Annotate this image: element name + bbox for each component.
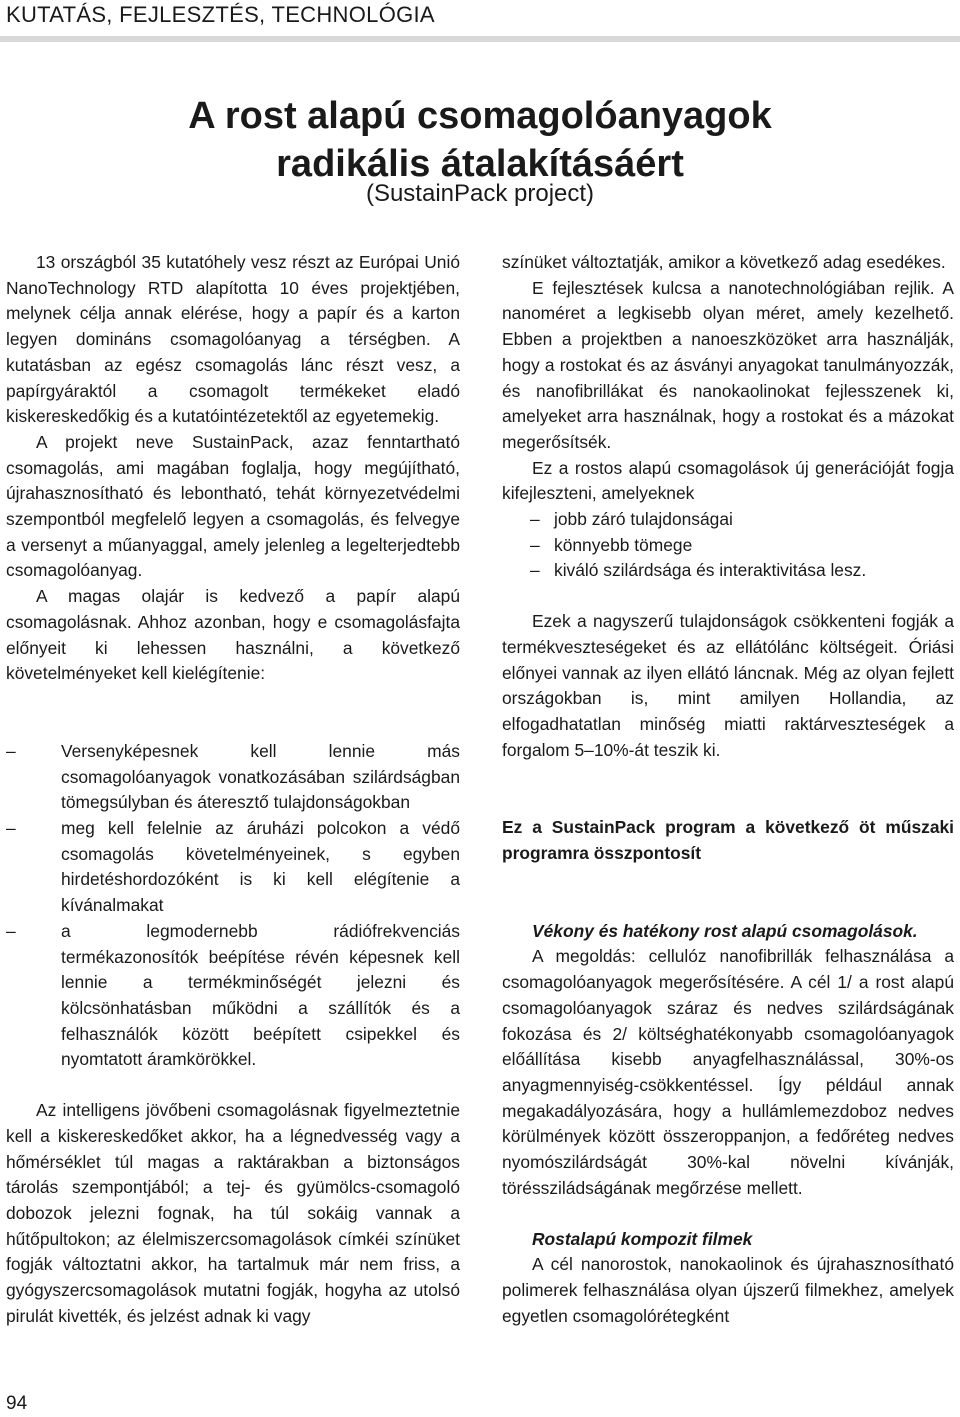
property-list-item: – jobb záró tulajdonságai [502, 507, 954, 533]
header-rule [0, 36, 960, 42]
left-column [6, 250, 460, 1329]
intro-paragraph: 13 országból 35 kutatóhely vesz részt az Európai Unió NanoTechnology RTD alapította 10 éves projektjében, melynek célja annak elérése, hogy a papír és a karton legyen domináns csomagolóanyag a térségben. A kutatásban az egész csomagolás lánc részt vesz, a papírgyáraktól a csomagolt termékeket eladó kiskereskedőkig és a kutatóintézetektől az egyetemekig. [6, 252, 460, 427]
paragraph-new-generation: Ez a rostos alapú csomagolások új generációját fogja kifejleszteni, amelyeknek [502, 457, 954, 504]
article-title-line1: A rost alapú csomagolóanyagok [188, 95, 772, 137]
paragraph-continuation: színüket változtatják, amikor a következő adag esedékes. [502, 252, 946, 272]
paragraph-intelligent-packaging: Az intelligens jövőbeni csomagolásnak figyelmeztetnie kell a kiskereskedőket akkor, ha a légnedvesség vagy a hőmérséklet túl magas a raktárakban a biztonságos tárolás szempontjából; a tej- és gyümölcs-csomagoló dobozok jelezni fognak, ha túl sokáig vannak a hűtőpultokon; az élelmiszercsomagolások címkéi színüket fogják változtatni akkor, ha tartalmuk már nem friss, a gyógyszercsomagolások mutatni fogják, hogyha az utolsó pirulát kivették, és jelzést adnak ki vagy [6, 1100, 460, 1326]
subheading-thin-packaging: Vékony és hatékony rost alapú csomagolások. [532, 920, 918, 941]
page-number: 94 [6, 1393, 28, 1414]
program-heading: Ez a SustainPack program a következő öt műszaki programra összpontosít [502, 817, 954, 864]
paragraph-nanotech: E fejlesztések kulcsa a nanotechnológiában rejlik. A nanoméret a legkisebb olyan méret, amely kezelhető. Ebben a projektben a nanoeszközöket arra használják, hogy a rostokat és az ásványi anyagokat tanulmányozzák, és nanofibrillákat és nanokaolinokat fejlesszenek ki, amelyeket arra használnak, hogy a rostokat és a mázokat megerősítsék. [502, 277, 954, 452]
paragraph-oil-price: A magas olajár is kedvező a papír alapú csomagolásnak. Ahhoz azonban, hogy e csomagolásfajta előnyeit ki lehessen használni, a következő követelményeket kell kielégítenie: [6, 586, 460, 684]
section-header: KUTATÁS, FEJLESZTÉS, TECHNOLÓGIA [6, 2, 435, 27]
requirement-list-item: – a legmodernebb rádiófrekvenciás termékazonosítók beépítése révén képesnek kell lennie a termékminőségét jelezni és kölcsönhatásban működni a szállítók és a felhasználók között beépített csipekkel és nyomtatott áramkörökkel. [6, 919, 460, 1073]
paragraph-sustainpack: A projekt neve SustainPack, azaz fenntartható csomagolás, ami magában foglalja, hogy megújítható, újrahasznosítható és lebontható, tehát környezetvédelmi szempontból megfelelő legyen a csomagolás, és felvegye a versenyt a műanyaggal, amely jelenleg a legelterjedtebb csomagolóanyag. [6, 431, 460, 581]
property-list-item: – könnyebb tömege [502, 533, 954, 559]
subheading-composite-films: Rostalapú kompozit filmek [532, 1228, 753, 1249]
paragraph-composite-films: A cél nanorostok, nanokaolinok és újrahasznosítható polimerek felhasználása olyan újszerű filmekhez, amelyek egyetlen csomagolórétegként [502, 1254, 954, 1326]
paragraph-nanofibrils: A megoldás: cellulóz nanofibrillák felhasználása a csomagolóanyagok megerősítésére. A cél 1/ a rost alapú csomagolóanyagok száraz és nedves szilárdságának fokozása és 2/ költséghatékonyabb csomagolóanyagok előállítása kisebb anyagfelhasználással, 30%-os anyagmennyiség-csökkentéssel. Így például annak megakadályozására, hogy a hullámlemezdoboz nedves körülmények között összeroppanjon, a fedőréteg nedves nyomószilárdságát 30%-kal növelni kívánják, töréssziládságának megőrzése mellett. [502, 946, 954, 1198]
right-column [502, 250, 954, 1329]
property-list-item: – kiváló szilárdsága és interaktivitása lesz. [502, 558, 954, 584]
requirement-list-item: – meg kell felelnie az áruházi polcokon a védő csomagolás követelményeinek, s egyben hirdetéshordozóként is ki kell elégítenie a kívánalmakat [6, 816, 460, 919]
article-title-line2: radikális átalakításáért [276, 143, 684, 185]
requirement-list-item: – Versenyképesnek kell lennie más csomagolóanyagok vonatkozásában szilárdságban tömegsúlyban és áteresztő tulajdonságokban [6, 739, 460, 816]
article-subtitle: (SustainPack project) [365, 180, 595, 207]
paragraph-supply-chain: Ezek a nagyszerű tulajdonságok csökkenteni fogják a termékveszteségeket és az ellátólánc költségeit. Óriási előnyei vannak az ilyen ellátó láncnak. Még az olyan fejlett országokban is, mint amilyen Hollandia, az elfogadhatatlan minőség miatti raktárveszteségek a forgalom 5–10%-át teszik ki. [502, 611, 954, 760]
